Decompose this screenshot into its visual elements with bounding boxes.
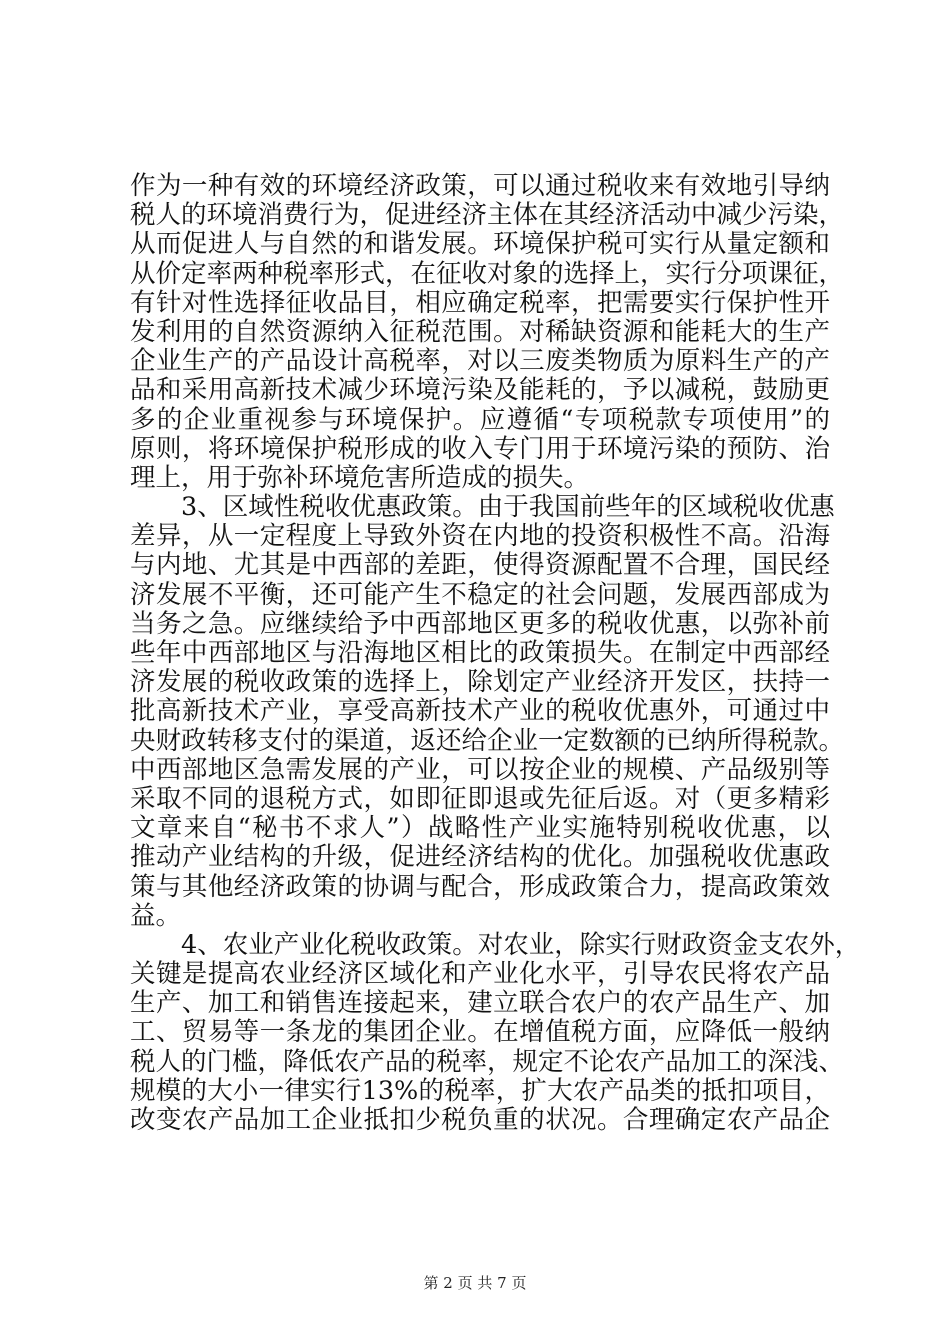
text-line: 作为一种有效的环境经济政策，可以通过税收来有效地引导纳 xyxy=(130,171,830,201)
text-line: 济发展的税收政策的选择上，除划定产业经济开发区，扶持一 xyxy=(130,667,830,698)
text-line: 策与其他经济政策的协调与配合，形成政策合力，提高政策效 xyxy=(130,871,830,902)
text-line: 中西部地区急需发展的产业，可以按企业的规模、产品级别等 xyxy=(130,754,830,785)
text-line: 从而促进人与自然的和谐发展。环境保护税可实行从量定额和 xyxy=(130,229,830,260)
text-line: 从价定率两种税率形式，在征收对象的选择上，实行分项课征， xyxy=(130,258,845,289)
text-line: 企业生产的产品设计高税率，对以三废类物质为原料生产的产 xyxy=(130,346,830,377)
text-line: 差异，从一定程度上导致外资在内地的投资积极性不高。沿海 xyxy=(130,521,830,552)
text-line: 当务之急。应继续给予中西部地区更多的税收优惠，以弥补前 xyxy=(130,608,830,639)
text-line: 关键是提高农业经济区域化和产业化水平，引导农民将农产品 xyxy=(130,959,830,990)
text-line: 推动产业结构的升级，促进经济结构的优化。加强税收优惠政 xyxy=(130,842,830,873)
text-line: 品和采用高新技术减少环境污染及能耗的，予以减税，鼓励更 xyxy=(130,375,830,406)
body-text xyxy=(130,171,861,1135)
text-line: 规模的大小一律实行13%的税率，扩大农产品类的抵扣项目， xyxy=(130,1075,830,1106)
text-line: 改变农产品加工企业抵扣少税负重的状况。合理确定农产品企 xyxy=(130,1105,830,1135)
text-line: 批高新技术产业，享受高新技术产业的税收优惠外，可通过中 xyxy=(130,696,830,727)
text-line: 益。 xyxy=(130,900,182,931)
text-line: 生产、加工和销售连接起来，建立联合农户的农产品生产、加 xyxy=(130,988,830,1019)
paragraph-start-line: 3、区域性税收优惠政策。由于我国前些年的区域税收优惠 xyxy=(181,492,835,523)
paragraph-start-line: 4、农业产业化税收政策。对农业，除实行财政资金支农外， xyxy=(181,929,861,960)
text-line: 税人的门槛，降低农产品的税率，规定不论农产品加工的深浅、 xyxy=(130,1046,845,1077)
text-line: 原则，将环境保护税形成的收入专门用于环境污染的预防、治 xyxy=(130,433,830,464)
page-number-footer: 第 2 页 共 7 页 xyxy=(423,1274,527,1292)
text-line: 税人的环境消费行为，促进经济主体在其经济活动中减少污染， xyxy=(130,200,845,231)
text-line: 济发展不平衡，还可能产生不稳定的社会问题，发展西部成为 xyxy=(130,579,830,610)
text-line: 文章来自“秘书不求人”）战略性产业实施特别税收优惠，以 xyxy=(130,813,830,844)
text-line: 与内地、尤其是中西部的差距，使得资源配置不合理，国民经 xyxy=(130,550,830,581)
text-line: 有针对性选择征收品目，相应确定税率，把需要实行保护性开 xyxy=(130,287,830,318)
text-line: 发利用的自然资源纳入征税范围。对稀缺资源和能耗大的生产 xyxy=(130,316,830,347)
text-line: 央财政转移支付的渠道，返还给企业一定数额的已纳所得税款。 xyxy=(130,725,845,756)
text-line: 多的企业重视参与环境保护。应遵循“专项税款专项使用”的 xyxy=(130,404,830,435)
text-line: 些年中西部地区与沿海地区相比的政策损失。在制定中西部经 xyxy=(130,638,830,668)
text-line: 采取不同的退税方式，如即征即退或先征后返。对（更多精彩 xyxy=(130,783,830,814)
text-line: 理上，用于弥补环境危害所造成的损失。 xyxy=(130,462,590,493)
text-line: 工、贸易等一条龙的集团企业。在增值税方面，应降低一般纳 xyxy=(130,1017,830,1048)
